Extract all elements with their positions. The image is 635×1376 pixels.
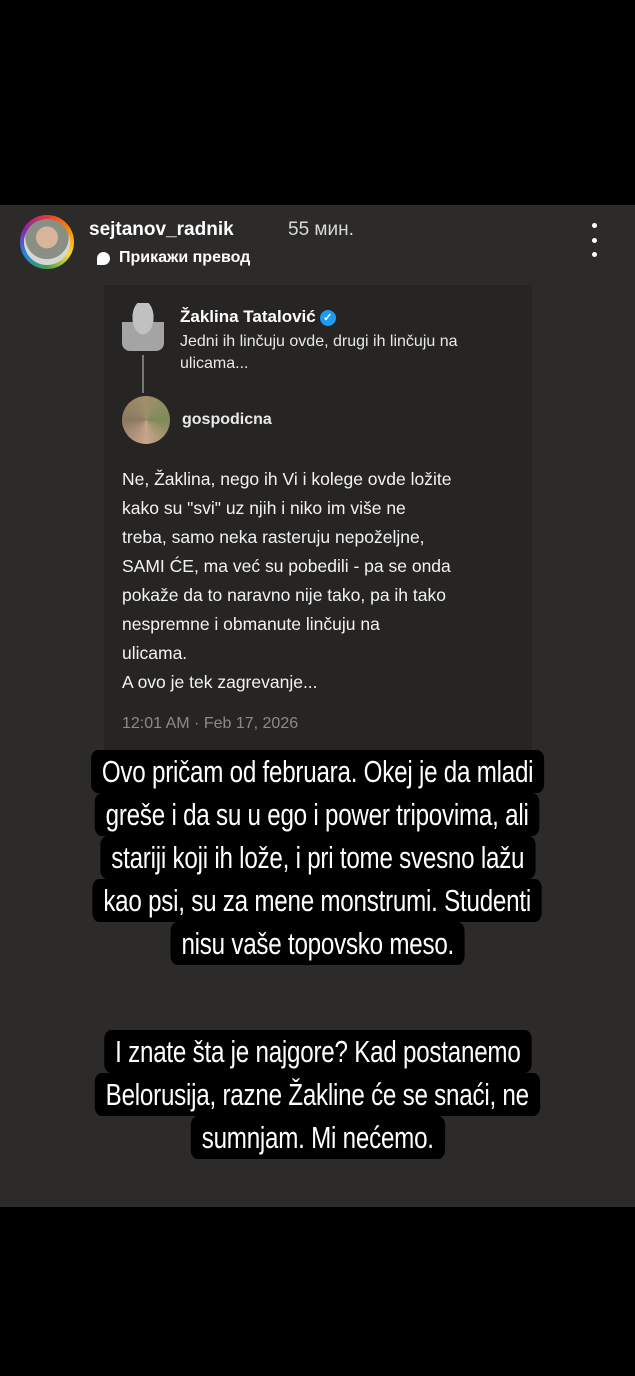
story-view[interactable] bbox=[0, 205, 635, 1207]
reply-line: kako su "svi" uz njih i niko im više ne bbox=[122, 498, 406, 518]
tweet-timestamp: 12:01 AM · Feb 17, 2026 bbox=[122, 715, 299, 732]
reply-author-name: gospodicna bbox=[182, 411, 272, 428]
caption-line: greše i da su u ego i power tripovima, ali bbox=[95, 793, 540, 836]
caption-line: stariji koji ih lože, i pri tome svesno lažu bbox=[100, 836, 535, 879]
user-avatar[interactable] bbox=[20, 215, 74, 269]
tweet-screenshot bbox=[104, 285, 532, 753]
caption-text-2 bbox=[0, 1030, 635, 1159]
reply-line: A ovo je tek zagrevanje... bbox=[122, 672, 318, 692]
caption-line: kao psi, su za mene monstrumi. Studenti bbox=[93, 879, 543, 922]
reply-line: ulicama. bbox=[122, 643, 188, 663]
caption-line: sumnjam. Mi nećemo. bbox=[191, 1116, 445, 1159]
reply-line: SAMI ĆE, ma već su pobedili - pa se onda bbox=[122, 556, 451, 576]
caption-line: Belorusija, razne Žakline će se snaći, ne bbox=[95, 1073, 540, 1116]
reply-line: pokaže da to naravno nije tako, pa ih tako bbox=[122, 585, 446, 605]
reply-author-avatar bbox=[122, 396, 170, 444]
caption-line: nisu vaše topovsko meso. bbox=[170, 922, 464, 965]
username[interactable]: sejtanov_radnik bbox=[89, 219, 234, 240]
show-translation-label: Прикажи превод bbox=[119, 249, 251, 266]
post-time: 55 мин. bbox=[288, 219, 354, 240]
caption-line: I znate šta je najgore? Kad postanemo bbox=[104, 1030, 531, 1073]
speech-bubble-icon bbox=[97, 252, 110, 265]
caption-text-1 bbox=[0, 750, 635, 965]
show-translation-button[interactable] bbox=[97, 249, 250, 267]
reply-line: Ne, Žaklina, nego ih Vi i kolege ovde ložite bbox=[122, 469, 452, 489]
story-header bbox=[0, 205, 635, 275]
more-vertical-icon[interactable] bbox=[586, 223, 602, 257]
verified-badge-icon: ✓ bbox=[320, 310, 336, 326]
caption-line: Ovo pričam od februara. Okej je da mladi bbox=[91, 750, 544, 793]
thread-line bbox=[142, 355, 144, 393]
reply-line: nespremne i obmanute linčuju na bbox=[122, 614, 380, 634]
tweet-text: Jedni ih linčuju ovde, drugi ih linčuju na ulicama... bbox=[180, 333, 458, 372]
reply-text bbox=[122, 465, 522, 697]
reply-line: treba, samo neka rasteruju nepoželjne, bbox=[122, 527, 425, 547]
tweet-author-name: Žaklina Tatalović bbox=[180, 307, 316, 326]
tweet-author-avatar bbox=[122, 303, 164, 351]
